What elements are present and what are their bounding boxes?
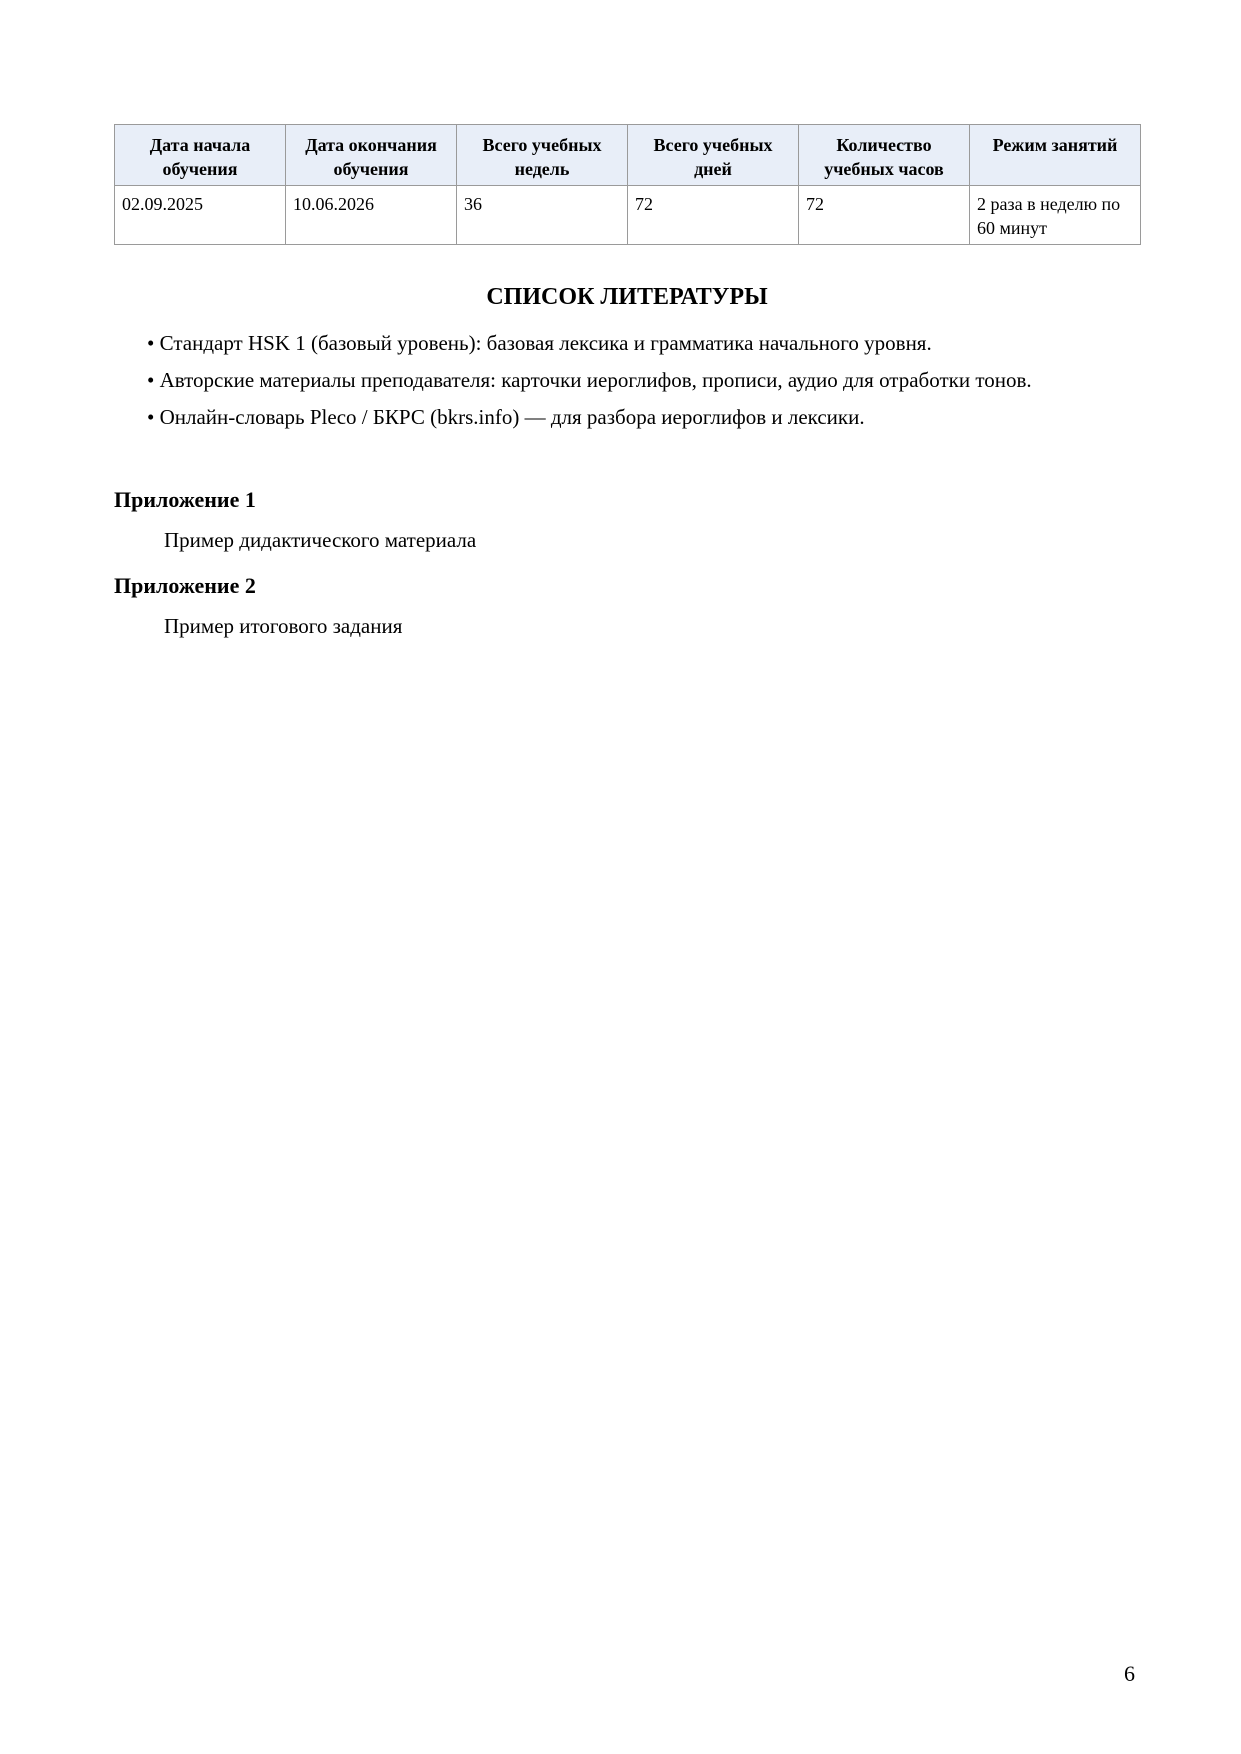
cell-end-date: 10.06.2026 (286, 186, 457, 245)
list-item: • Онлайн-словарь Pleco / БКРС (bkrs.info) — для разбора иероглифов и лексики. (147, 405, 865, 429)
list-item: • Авторские материалы преподавателя: карточки иероглифов, прописи, аудио для отработки тонов. (147, 368, 1032, 392)
literature-list (147, 328, 1140, 439)
table-header-row (115, 125, 1141, 186)
appendix-2-text: Пример итогового задания (164, 614, 403, 638)
cell-schedule-mode: 2 раза в неделю по 60 минут (970, 186, 1141, 245)
appendix-1-text: Пример дидактического материала (164, 528, 477, 552)
header-schedule-mode: Режим занятий (970, 125, 1141, 186)
list-item: • Стандарт HSK 1 (базовый уровень): базовая лексика и грамматика начального уровня. (147, 331, 932, 355)
header-total-days: Всего учебных дней (628, 125, 799, 186)
header-start-date: Дата начала обучения (115, 125, 286, 186)
cell-total-hours: 72 (799, 186, 970, 245)
table-row (115, 186, 1141, 245)
header-total-hours: Количество учебных часов (799, 125, 970, 186)
header-total-weeks: Всего учебных недель (457, 125, 628, 186)
header-end-date: Дата окончания обучения (286, 125, 457, 186)
appendix-1-title: Приложение 1 (114, 487, 256, 512)
cell-total-days: 72 (628, 186, 799, 245)
literature-heading: СПИСОК ЛИТЕРАТУРЫ (486, 284, 768, 310)
cell-start-date: 02.09.2025 (115, 186, 286, 245)
cell-total-weeks: 36 (457, 186, 628, 245)
schedule-table (114, 124, 1141, 245)
page-number: 6 (1124, 1661, 1135, 1686)
appendix-2-title: Приложение 2 (114, 573, 256, 598)
